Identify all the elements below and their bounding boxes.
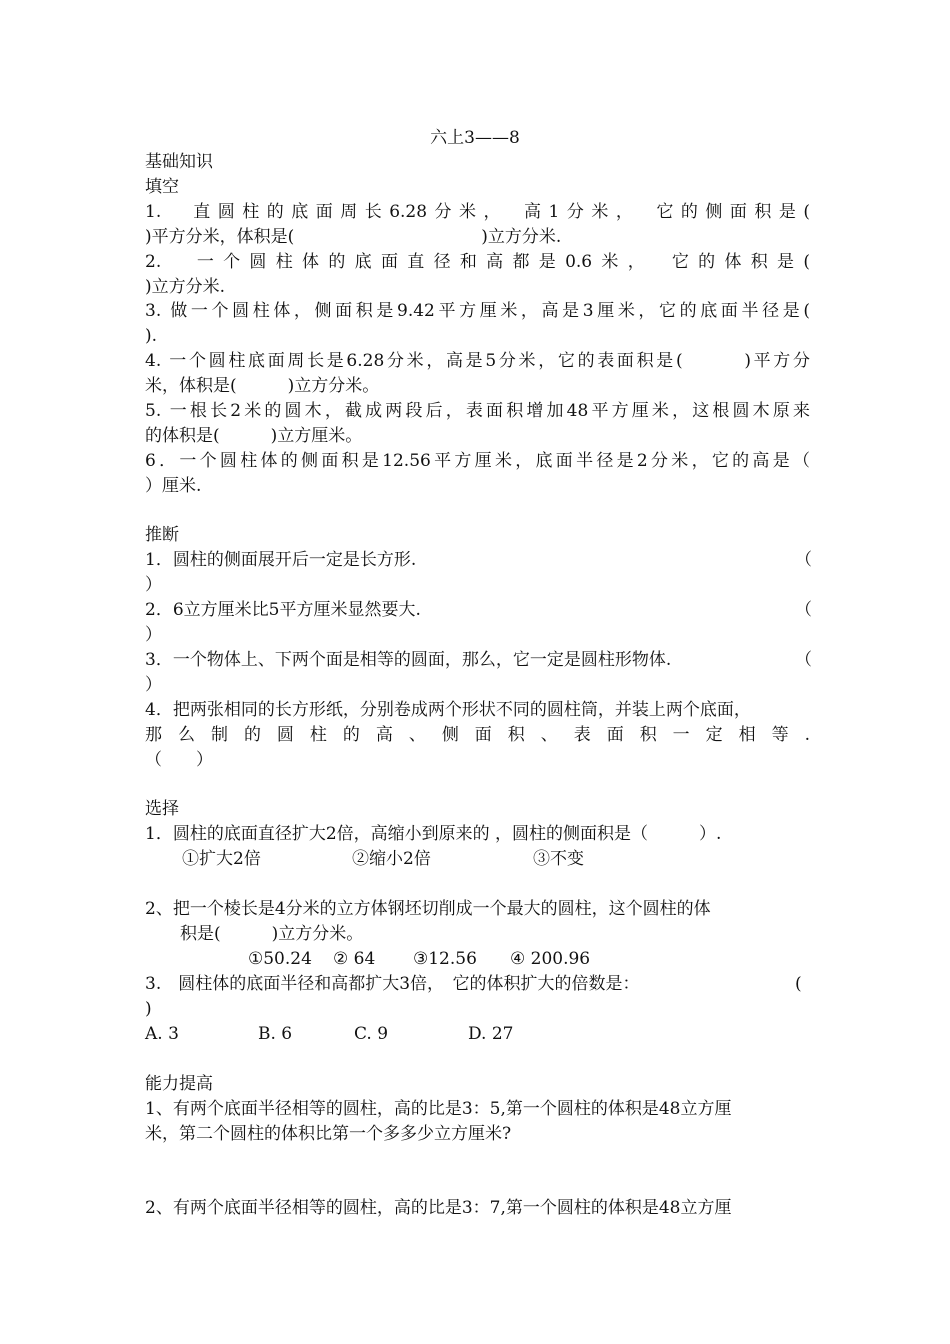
choose-q3-option-b: B. 6 — [258, 1024, 293, 1044]
choose-q1-option-3: ③不变 — [533, 849, 584, 869]
fill-q2-line1: 2. 一个圆柱体的底面直径和高都是0.6米， 它的体积是( — [145, 252, 810, 272]
judge-q4-line1: 4．把两张相同的长方形纸，分别卷成两个形状不同的圆柱筒，并装上两个底面， — [145, 700, 751, 720]
judge-q1-open-paren: （ — [795, 550, 812, 570]
fill-q4-line1: 4. 一个圆柱底面周长是6.28分米，高是5分米，它的表面积是( )平方分 — [145, 351, 810, 371]
judge-q3-close-paren: ） — [145, 675, 162, 695]
fill-q2-line2: )立方分米. — [145, 277, 226, 297]
section-ability-heading: 能力提高 — [145, 1074, 213, 1094]
fill-q1-line1: 1. 直圆柱的底面周长6.28分米， 高1分米， 它的侧面积是( — [145, 202, 810, 222]
choose-q3-option-a: A. 3 — [145, 1024, 179, 1044]
section-choose-heading: 选择 — [145, 799, 179, 819]
choose-q3-close-paren: ) — [145, 999, 152, 1019]
choose-q2-option-3: ③12.56 — [413, 949, 477, 969]
choose-q2-line1: 2、把一个棱长是4分米的立方体钢坯切削成一个最大的圆柱，这个圆柱的体 — [145, 899, 711, 919]
judge-q2: 2．6立方厘米比5平方厘米显然要大. — [145, 600, 421, 620]
fill-q5-line2: 的体积是( )立方厘米。 — [145, 426, 363, 446]
judge-q4-line3: （ ） — [145, 750, 213, 770]
judge-q3-open-paren: （ — [795, 650, 812, 670]
choose-q1: 1．圆柱的底面直径扩大2倍，高缩小到原来的 ，圆柱的侧面积是（ ）. — [145, 824, 722, 844]
choose-q2-option-1: ①50.24 — [248, 949, 312, 969]
page-title: 六上3——8 — [430, 128, 520, 148]
choose-q2-line2: 积是( )立方分米。 — [180, 924, 364, 944]
judge-q4-line2: 那么制的圆柱的高、侧面积、表面积一定相等. — [145, 725, 810, 745]
choose-q2-option-2: ② 64 — [333, 949, 376, 969]
fill-q3-line2: ). — [145, 326, 158, 346]
section-judge-heading: 推断 — [145, 525, 179, 545]
fill-q4-line2: 米，体积是( )立方分米。 — [145, 376, 380, 396]
judge-q2-close-paren: ） — [145, 625, 162, 645]
judge-q2-open-paren: （ — [795, 600, 812, 620]
choose-q1-option-1: ①扩大2倍 — [182, 849, 261, 869]
choose-q3-option-c: C. 9 — [354, 1024, 389, 1044]
fill-q3-line1: 3. 做一个圆柱体，侧面积是9.42平方厘米，高是3厘米，它的底面半径是( — [145, 301, 810, 321]
choose-q3-line1: 3. 圆柱体的底面半径和高都扩大3倍， 它的体积扩大的倍数是： — [145, 974, 640, 994]
choose-q3-open-paren: ( — [795, 974, 802, 994]
fill-q6-line2: ）厘米. — [145, 476, 202, 496]
choose-q1-option-2: ②缩小2倍 — [352, 849, 431, 869]
ability-q2-line1: 2、有两个底面半径相等的圆柱，高的比是3：7,第一个圆柱的体积是48立方厘 — [145, 1198, 732, 1218]
choose-q3-option-d: D. 27 — [468, 1024, 514, 1044]
judge-q1-close-paren: ） — [145, 575, 162, 595]
section-fill-heading: 填空 — [145, 177, 179, 197]
fill-q1-line2: )平方分米，体积是( )立方分米. — [145, 227, 562, 247]
ability-q1-line2: 米，第二个圆柱的体积比第一个多多少立方厘米? — [145, 1124, 512, 1144]
section-basic-heading: 基础知识 — [145, 152, 213, 172]
fill-q6-line1: 6．一个圆柱体的侧面积是12.56平方厘米，底面半径是2分米，它的高是（ — [145, 451, 810, 471]
ability-q1-line1: 1、有两个底面半径相等的圆柱，高的比是3：5,第一个圆柱的体积是48立方厘 — [145, 1099, 732, 1119]
judge-q3: 3．一个物体上、下两个面是相等的圆面，那么，它一定是圆柱形物体. — [145, 650, 672, 670]
choose-q2-option-4: ④ 200.96 — [510, 949, 591, 969]
fill-q5-line1: 5. 一根长2米的圆木，截成两段后，表面积增加48平方厘米，这根圆木原来 — [145, 401, 810, 421]
judge-q1: 1．圆柱的侧面展开后一定是长方形. — [145, 550, 417, 570]
